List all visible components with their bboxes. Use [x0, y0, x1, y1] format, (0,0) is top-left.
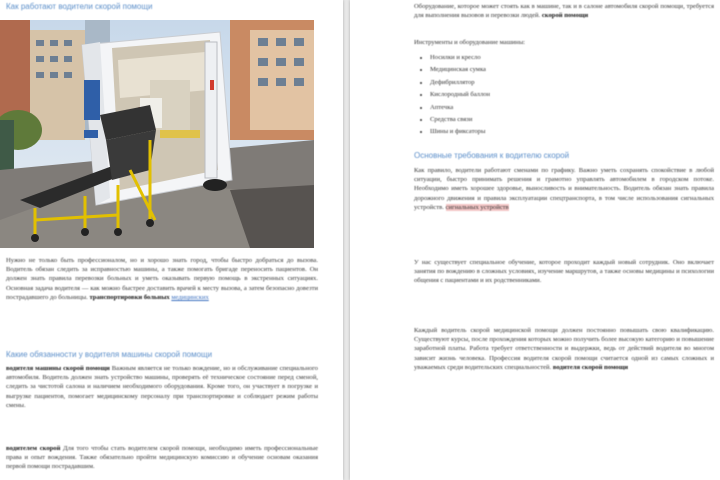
paragraph-text: Каждый водитель скорой медицинской помощи должен постоянно повышать свою квалификацию. Существуют курсы, после прохождения которых можно получить более высокую категорию и повышение заработной платы. Работа требует ответственности и выдержки, ведь от действий водителя во многом зависит жизнь человека. Профессия водителя скорой помощи считается одной из самых сложных и уважаемых среди водительских специальностей. [414, 327, 714, 371]
document-page-right [350, 0, 720, 480]
paragraph-text: Важным является не только вождение, но и обслуживание специального автомобиля. Водитель должен знать устройство машины, проверять её техническое состояние перед сменой, следить за чистотой салона и наличием необходимого оборудования. Кроме того, он участвует в погрузке и выгрузке пациентов, помогает медицинскому персоналу при транспортировке и соблюдает режим работы смены. [6, 365, 318, 409]
paragraph [6, 444, 318, 472]
section-heading: Основные требования к водителю скорой [414, 151, 570, 160]
list-item: • Медицинская сумка [430, 64, 720, 76]
list-item: • Аптечка [430, 102, 720, 114]
list-title: Инструменты и оборудование машины: [414, 39, 526, 46]
paragraph [414, 2, 714, 20]
paragraph [6, 364, 318, 410]
section-heading: Как работают водители скорой помощи [6, 2, 153, 11]
section-heading: Какие обязанности у водителя машины скорой помощи [6, 350, 213, 359]
list-item: • Дефибриллятор [430, 77, 720, 89]
list-item: • Средства связи [430, 114, 720, 126]
paragraph [414, 166, 714, 212]
paragraph-text: У нас существует специальное обучение, которое проходит каждый новый сотрудник. Оно включает занятия по вождению в сложных условиях, изучение маршрутов, а также основы медицины и психологии общения с пациентами и их родственниками. [414, 259, 714, 285]
bold-phrase: водителем скорой [6, 445, 61, 452]
paragraph-text: Оборудование, которое может стоять как в машине, так и в салоне автомобиля скорой помощи, требуется для выполнения вызовов и перевозки людей. [414, 3, 714, 20]
paragraph-text: Нужно не только быть профессионалом, но и хорошо знать город, чтобы быстро добраться до вызова. Водитель обязан следить за исправностью машины, а также помогать бригаде переносить пациентов. Он должен знать правила перевозки больных и уметь оказывать первую помощь в экстренных ситуациях. Основная задача водителя — как можно быстрее доставить врачей к месту вызова, а затем безопасно довезти пострадавшего до больницы. [6, 257, 318, 301]
paragraph [6, 256, 318, 302]
bold-phrase: скорой помощи [541, 12, 589, 20]
ambulance-photo [0, 20, 314, 248]
paragraph [414, 326, 714, 372]
highlighted-phrase: сигнальных устройств [445, 203, 509, 211]
list-item: • Носилки и кресло [430, 52, 720, 64]
bold-phrase: транспортировки больных [89, 293, 170, 301]
paragraph [414, 258, 714, 286]
list-item: • Кислородный баллон [430, 89, 720, 101]
bullet-list [414, 52, 720, 139]
inline-link[interactable]: медицинских [171, 293, 209, 301]
paragraph-text: Как правило, водители работают сменами по графику. Важно уметь сохранять спокойствие в любой ситуации, быстро принимать решения и грамотно управлять автомобилем в городском потоке. Необходимо иметь хорошее здоровье, выносливость и внимательность. Водитель обязан знать правила дорожного движения и правила эксплуатации спецтранспорта, в том числе использования сигнальных устройств. [414, 167, 714, 211]
list-item: • Шины и фиксаторы [430, 126, 720, 138]
paragraph-text: Для того чтобы стать водителем скорой помощи, необходимо иметь профессиональные права и опыт вождения. Также обязательно пройти медицинскую комиссию и обучение основам оказания первой помощи пострадавшим. [6, 445, 318, 471]
bold-phrase: водителя машины скорой помощи [6, 365, 110, 372]
bold-phrase: водителя скорой помощи [552, 363, 629, 371]
document-page-left [0, 0, 343, 480]
